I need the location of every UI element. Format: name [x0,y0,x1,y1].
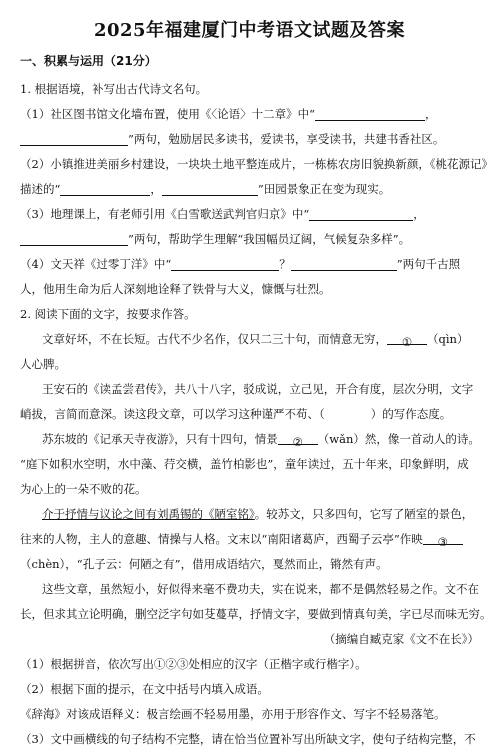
subquestion-2: （2）根据下面的提示，在文中括号内填入成语。 [20,682,269,696]
blank-3[interactable]: ③ [423,530,463,545]
subquestion-1: （1）根据拼音，依次写出①②③处相应的汉字（正楷字或行楷字）。 [20,657,367,671]
section-heading: 一、积累与运用（21分） [20,54,157,68]
q1-part1-comma: ， [424,107,437,121]
passage-p5-cont: 长，但求其立论明确，删空泛字句如芟蔓草，抒情文字，要做到情真句美，字已尽而味无穷。 [20,607,492,621]
passage-text: 往来的人物，主人的意趣、情操与人格。文末以“南阳诸葛庐，西蜀子云亭”作映 [20,532,423,546]
answer-blank[interactable] [171,256,279,271]
blank-2[interactable]: ② [278,430,318,445]
passage-p1-cont: 人心脾。 [20,357,66,371]
q1-part2-comma: ， [150,182,162,196]
q1-part2: （2）小镇推进美丽乡村建设，一块块土地平整连成片，一栋栋农房旧貌换新颜，《桃花源记》 [20,157,494,171]
pinyin-hint: （qìn） [427,332,469,346]
passage-p2-cont: 峭拔，言简而意深。读这段文章，可以学习这种谨严不苟、（ ）的写作态度。 [20,407,452,421]
passage-p2: 王安石的《读孟尝君传》，共八十八字，驳成说，立己见，开合有度，层次分明，文字 [42,382,474,396]
q1-part3-comma: ， [413,207,425,221]
underlined-sentence: 介于抒情与议论之间有刘禹锡的《陋室铭》 [42,507,255,521]
q1-part4-question-mark: ？ [279,257,291,271]
answer-blank[interactable] [309,206,413,221]
q1-part1-cont [20,127,479,152]
answer-blank[interactable] [20,231,128,246]
question-1-stem: 1. 根据语境，补写出古代诗文名句。 [20,82,208,96]
q1-part2-cont [20,177,479,202]
q1-part2-text-b: ”田园景象正在变为现实。 [257,182,391,196]
passage-text: 文章好坏，不在长短。古代不少名作，仅只二三十句，而情意无穷， [42,332,387,346]
blank-1[interactable]: ① [387,330,427,345]
cihai-hint: 《辞海》对该成语释义：极言绘画不轻易用墨，亦用于形容作文、写字不轻易落笔。 [20,707,446,721]
q1-part4-cont: 人，他用生命为后人深刻地诠释了铁骨与大义，慷慨与壮烈。 [20,282,331,296]
q1-part1 [20,102,479,127]
pinyin-hint: （wǎn）然，像一首动人的诗。 [317,432,480,446]
subquestion-3: （3）文中画横线的句子结构不完整，请在恰当位置补写出所缺文字，使句子结构完整，不 [20,732,476,746]
passage-p1 [20,327,479,352]
page-title: 2025年福建厦门中考语文试题及答案 [93,20,406,41]
q1-part3-text-b: ”两句，帮助学生理解“我国幅员辽阔，气候复杂多样”。 [128,232,411,246]
source-citation: （摘编自臧克家《文不在长》） [323,632,479,646]
answer-blank[interactable] [60,181,150,196]
passage-p3-cont: “庭下如积水空明，水中藻、荇交横，盖竹柏影也”，童年读过，五十年来，印象鲜明，成 [20,457,469,471]
passage-p3-cont2: 为心上的一朵不败的花。 [20,482,147,496]
passage-p4-cont [20,527,479,552]
passage-p5: 这些文章，虽然短小，好似得来毫不费功夫，实在说来，都不是偶然轻易之作。文不在 [42,582,479,596]
q1-part3-text-a: （3）地理课上，有老师引用《白雪歌送武判官归京》中“ [20,207,310,221]
answer-blank[interactable] [162,181,258,196]
passage-text: 。较苏文，只多四句，它写了陋室的景色， [254,507,474,521]
passage-p4 [20,502,479,527]
answer-blank[interactable] [291,256,397,271]
q1-part3 [20,202,479,227]
q1-part3-cont [20,227,479,252]
passage-p4-cont2: （chèn），“孔子云：何陋之有”，借用成语结穴，戛然而止，锵然有声。 [20,557,388,571]
passage-text: 苏东坡的《记承天寺夜游》，只有十四句，情景 [42,432,278,446]
q1-part1-text-b: ”两句，勉励居民多读书，爱读书，享受读书，共建书香社区。 [128,132,445,146]
q1-part4-text-b: ”两句千古照 [396,257,461,271]
answer-blank[interactable] [315,106,425,121]
question-2-stem: 2. 阅读下面的文字，按要求作答。 [20,307,196,321]
q1-part1-text-a: （1）社区图书馆文化墙布置，使用《〈论语〉十二章》中“ [20,107,315,121]
q1-part4 [20,252,479,277]
passage-p3 [20,427,479,452]
q1-part2-text-a: 描述的“ [20,182,61,196]
answer-blank[interactable] [20,131,128,146]
q1-part4-text-a: （4）文天祥《过零丁洋》中“ [20,257,172,271]
